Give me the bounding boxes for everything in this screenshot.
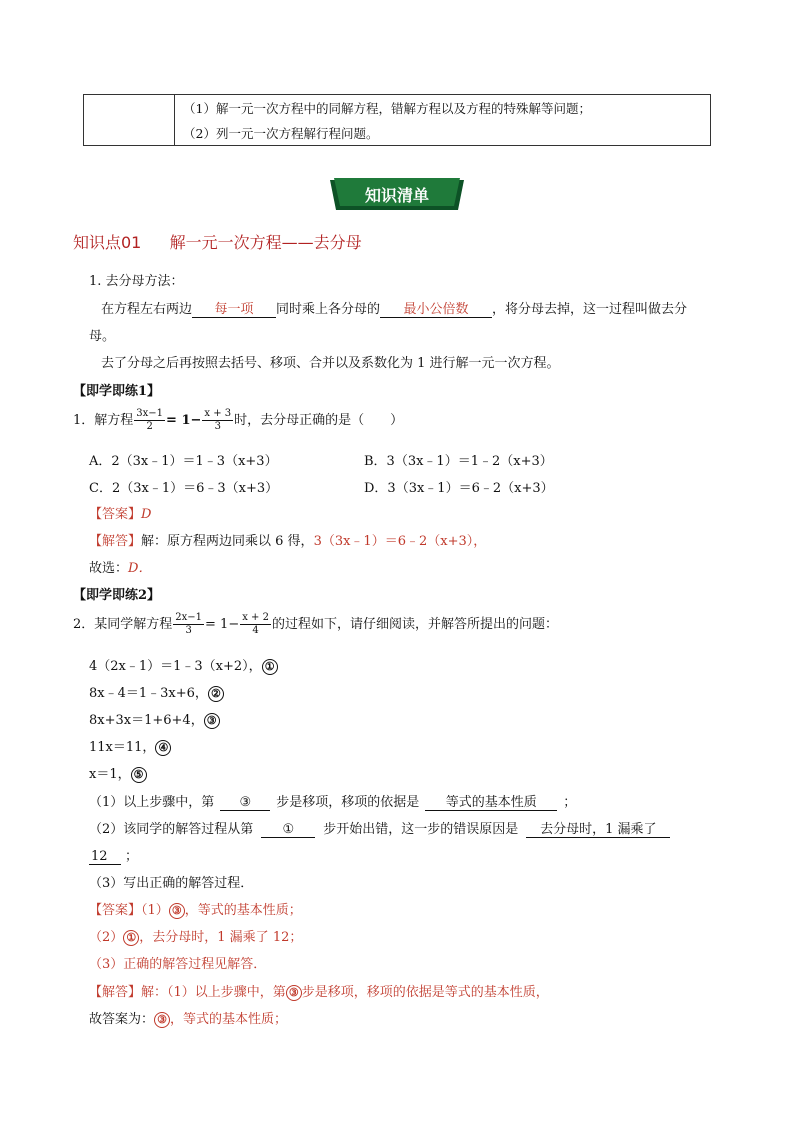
exercise-2-stem	[73, 612, 558, 638]
option-d: D．3（3x﹣1）＝6﹣2（x+3）	[364, 481, 554, 496]
text: = 1−	[166, 413, 202, 428]
text: （1）以上步骤中，第	[89, 795, 215, 810]
method-paragraph-2: 去了分母之后再按照去括号、移项、合并以及系数化为 1 进行解一元一次方程。	[101, 356, 560, 371]
table-item-2: （2）列一元一次方程解行程问题。	[175, 120, 711, 146]
text: 在方程左右两边	[101, 302, 193, 317]
text: ；	[125, 849, 139, 864]
solution-step-1	[89, 655, 278, 675]
exercise-2-answer-summary	[89, 1008, 287, 1028]
question-2	[89, 818, 670, 838]
text: ；	[563, 795, 577, 810]
numerator: x + 3	[204, 408, 232, 419]
text: 故选：	[89, 561, 129, 576]
exercise-1-tag: 【即学即练1】	[73, 384, 161, 399]
exercise-1-stem	[73, 408, 403, 434]
blank-step-number: ③	[220, 795, 270, 811]
step-marker: ⑤	[131, 767, 147, 783]
exercise-2-explain	[89, 981, 549, 1001]
exercise-1-answer	[89, 503, 151, 522]
step-marker: ③	[154, 1012, 170, 1028]
section-heading	[73, 230, 362, 253]
step-marker: ③	[286, 985, 302, 1001]
text: ，去分母时，1 漏乘了 12；	[139, 930, 303, 945]
text: x＝1，	[89, 767, 131, 782]
text: ，等式的基本性质；	[170, 1012, 288, 1027]
section-number: 知识点01	[73, 233, 142, 252]
solution-step-3	[89, 709, 220, 729]
objectives-table	[83, 94, 711, 146]
blank-each-term: 每一项	[192, 298, 276, 318]
text: 8x+3x＝1+6+4，	[89, 713, 204, 728]
text: 步开始出错，这一步的错误原因是	[323, 822, 519, 837]
exercise-2-answer-1	[89, 899, 302, 919]
text: （2）该同学的解答过程从第	[89, 822, 254, 837]
text: 4（2x﹣1）＝1﹣3（x+2），	[89, 659, 262, 674]
text: 8x﹣4＝1﹣3x+6，	[89, 686, 208, 701]
blank-error-reason-cont: 12	[89, 849, 121, 865]
text: 1．解方程	[73, 413, 134, 428]
section-title: 解一元一次方程——去分母	[169, 233, 362, 252]
answer-tag: 【答案】	[89, 903, 142, 918]
text: 解：（1）以上步骤中，第	[141, 985, 286, 1000]
option-c: C．2（3x﹣1）＝6﹣3（x+3）	[89, 481, 279, 496]
question-1	[89, 791, 576, 811]
method-paragraph-1-cont: 母。	[89, 329, 116, 344]
section-banner	[328, 176, 466, 214]
text: ，等式的基本性质；	[184, 903, 302, 918]
step-marker: ③	[204, 713, 220, 729]
text: 步是移项，移项的依据是等式的基本性质，	[301, 985, 549, 1000]
exercise-1-explain	[89, 530, 486, 549]
solution-step-4	[89, 736, 171, 756]
fraction-1	[173, 612, 204, 637]
method-paragraph-1	[101, 298, 687, 318]
text: （2）	[89, 930, 124, 945]
text: 的过程如下，请仔细阅读，并解答所提出的问题：	[271, 617, 558, 632]
blank-basis: 等式的基本性质	[425, 791, 557, 811]
step-marker: ③	[169, 903, 185, 919]
numerator: 2x−1	[175, 612, 203, 623]
exercise-2-answer-2	[89, 926, 302, 946]
solution-step-5	[89, 763, 147, 783]
numerator: 3x−1	[136, 408, 164, 419]
text: 同时乘上各分母的	[276, 302, 381, 317]
denominator: 2	[146, 421, 153, 432]
explain-tag: 【解答】	[89, 534, 142, 549]
numerator: x + 2	[242, 612, 269, 623]
option-a: A．2（3x﹣1）＝1﹣3（x+3）	[89, 454, 278, 469]
exercise-1-conclusion	[89, 557, 151, 576]
blank-lcm: 最小公倍数	[380, 298, 492, 318]
exercise-2-answer-3: （3）正确的解答过程见解答．	[89, 957, 267, 972]
text: 11x＝11，	[89, 740, 156, 755]
text: 2．某同学解方程	[73, 617, 173, 632]
banner-label: 知识清单	[364, 186, 429, 205]
option-b: B．3（3x﹣1）＝1﹣2（x+3）	[364, 454, 553, 469]
text: = 1−	[205, 617, 240, 632]
step-marker: ②	[208, 686, 224, 702]
denominator: 3	[185, 625, 192, 636]
fraction-1	[134, 408, 165, 433]
text: 故答案为：	[89, 1012, 155, 1027]
text: 解：原方程两边同乘以 6 得，	[141, 534, 314, 549]
step-marker: ①	[262, 659, 278, 675]
denominator: 3	[214, 421, 221, 432]
step-marker: ④	[155, 740, 171, 756]
question-2-cont	[89, 845, 138, 865]
text: 3（3x﹣1）＝6﹣2（x+3），	[313, 534, 487, 549]
text: D．	[128, 561, 152, 576]
fraction-2	[202, 408, 233, 433]
blank-error-step: ①	[261, 822, 315, 838]
denominator: 4	[252, 625, 259, 636]
table-left-cell	[84, 95, 175, 146]
method-heading: 1. 去分母方法：	[89, 274, 184, 289]
text: ，将分母去掉，这一过程叫做去分	[492, 302, 688, 317]
answer-tag: 【答案】	[89, 507, 142, 522]
explain-tag: 【解答】	[89, 985, 142, 1000]
question-3: （3）写出正确的解答过程．	[89, 876, 254, 891]
text: （1）	[141, 903, 169, 918]
solution-step-2	[89, 682, 224, 702]
text: 时，去分母正确的是（ ）	[234, 413, 404, 428]
answer-value: D	[141, 507, 152, 522]
text: 步是移项，移项的依据是	[276, 795, 420, 810]
fraction-2	[240, 612, 271, 637]
blank-error-reason: 去分母时，1 漏乘了	[526, 818, 670, 838]
exercise-2-tag: 【即学即练2】	[73, 588, 161, 603]
table-item-1: （1）解一元一次方程中的同解方程，错解方程以及方程的特殊解等问题；	[175, 95, 711, 121]
step-marker: ①	[123, 930, 139, 946]
